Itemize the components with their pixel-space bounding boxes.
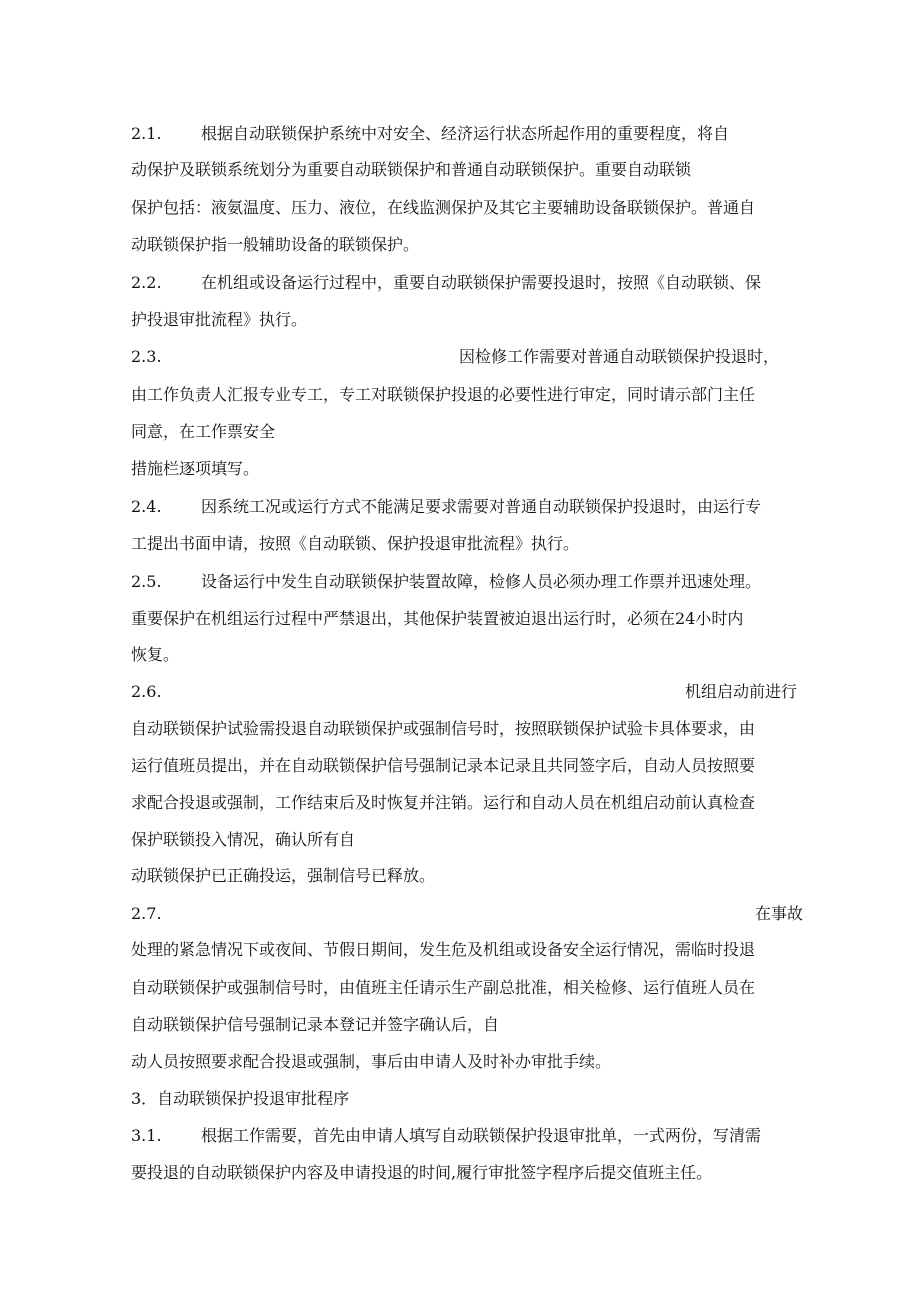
paragraph-text: 动人员按照要求配合投退或强制，事后由申请人及时补办审批手续。 [131,1052,612,1071]
paragraph-2-3-line-4 [131,457,811,481]
paragraph-2-7-line-1 [131,902,811,926]
paragraph-2-6-line-6 [131,864,811,888]
paragraph-2-3-line-1 [131,345,811,369]
paragraph-text: 求配合投退或强制，工作结束后及时恢复并注销。运行和自动人员在机组启动前认真检查 [131,793,756,812]
paragraph-2-2-line-2 [131,308,811,332]
section-number: 2.3. [131,347,162,366]
paragraph-2-7-line-4 [131,1013,811,1037]
paragraph-2-3-line-3 [131,420,811,444]
section-number: 2.5. [131,572,162,591]
paragraph-2-1-line-2 [131,158,811,182]
section-number: 2.6. [131,682,162,701]
paragraph-text: 要投退的自动联锁保护内容及申请投退的时间,履行审批签字程序后提交值班主任。 [131,1163,713,1182]
paragraph-text: 因检修工作需要对普通自动联锁保护投退时， [459,347,780,366]
section-number: 2.2. [131,273,162,292]
paragraph-text: 自动联锁保护或强制信号时，由值班主任请示生产副总批准，相关检修、运行值班人员在 [131,978,756,997]
section-number: 2.1. [131,124,162,143]
paragraph-2-5-line-1 [131,570,811,594]
paragraph-2-6-line-5 [131,828,811,852]
paragraph-2-1-line-3 [131,196,811,220]
paragraph-text: 自动联锁保护信号强制记录本登记并签字确认后，自 [131,1015,500,1034]
paragraph-text: 动联锁保护指一般辅助设备的联锁保护。 [131,235,420,254]
section-heading: 3．自动联锁保护投退审批程序 [131,1089,350,1108]
paragraph-text: 因系统工况或运行方式不能满足要求需要对普通自动联锁保护投退时，由运行专 [201,497,762,516]
paragraph-text: 同意，在工作票安全 [131,422,276,441]
paragraph-text: 护投退审批流程》执行。 [131,310,308,329]
paragraph-text: 根据自动联锁保护系统中对安全、经济运行状态所起作用的重要程度，将自 [201,124,730,143]
paragraph-text: 恢复。 [131,645,180,664]
paragraph-2-6-line-3 [131,754,811,778]
paragraph-text: 运行值班员提出，并在自动联锁保护信号强制记录本记录且共同签字后，自动人员按照要 [131,756,756,775]
paragraph-3-1-line-1 [131,1124,811,1148]
paragraph-3-1-line-2 [131,1161,811,1185]
paragraph-text: 动保护及联锁系统划分为重要自动联锁保护和普通自动联锁保护。重要自动联锁 [131,160,692,179]
paragraph-text: 工提出书面申请，按照《自动联锁、保护投退审批流程》执行。 [131,534,580,553]
paragraph-text: 在事故 [754,904,803,923]
paragraph-2-5-line-2 [131,607,811,631]
paragraph-text: 机组启动前进行 [684,682,797,701]
section-number: 2.4. [131,497,162,516]
paragraph-2-2-line-1 [131,271,811,295]
paragraph-2-1-line-4 [131,233,811,257]
paragraph-2-6-line-1 [131,680,811,704]
paragraph-2-6-line-2 [131,717,811,741]
paragraph-text: 处理的紧急情况下或夜间、节假日期间，发生危及机组或设备安全运行情况，需临时投退 [131,940,756,959]
paragraph-2-7-line-5 [131,1050,811,1074]
paragraph-2-5-line-3 [131,643,811,667]
paragraph-text: 保护包括：液氨温度、压力、液位，在线监测保护及其它主要辅助设备联锁保护。普通自 [131,198,756,217]
paragraph-2-7-line-2 [131,938,811,962]
paragraph-text: 在机组或设备运行过程中，重要自动联锁保护需要投退时，按照《自动联锁、保 [201,273,762,292]
paragraph-2-7-line-3 [131,976,811,1000]
paragraph-text: 保护联锁投入情况，确认所有自 [131,830,356,849]
paragraph-text: 动联锁保护已正确投运，强制信号已释放。 [131,866,436,885]
paragraph-text: 根据工作需要，首先由申请人填写自动联锁保护投退审批单，一式两份，写清需 [201,1126,762,1145]
paragraph-2-6-line-4 [131,791,811,815]
paragraph-2-1-line-1 [131,122,811,146]
paragraph-text: 重要保护在机组运行过程中严禁退出，其他保护装置被迫退出运行时，必须在24小时内 [131,609,744,628]
section-3-heading [131,1087,811,1111]
section-number: 2.7. [131,904,162,923]
paragraph-2-4-line-1 [131,495,811,519]
paragraph-2-4-line-2 [131,532,811,556]
paragraph-text: 由工作负责人汇报专业专工，专工对联锁保护投退的必要性进行审定，同时请示部门主任 [131,385,756,404]
paragraph-text: 措施栏逐项填写。 [131,459,260,478]
paragraph-text: 设备运行中发生自动联锁保护装置故障，检修人员必须办理工作票并迅速处理。 [201,572,762,591]
paragraph-2-3-line-2 [131,383,811,407]
section-number: 3.1. [131,1126,162,1145]
paragraph-text: 自动联锁保护试验需投退自动联锁保护或强制信号时，按照联锁保护试验卡具体要求，由 [131,719,756,738]
